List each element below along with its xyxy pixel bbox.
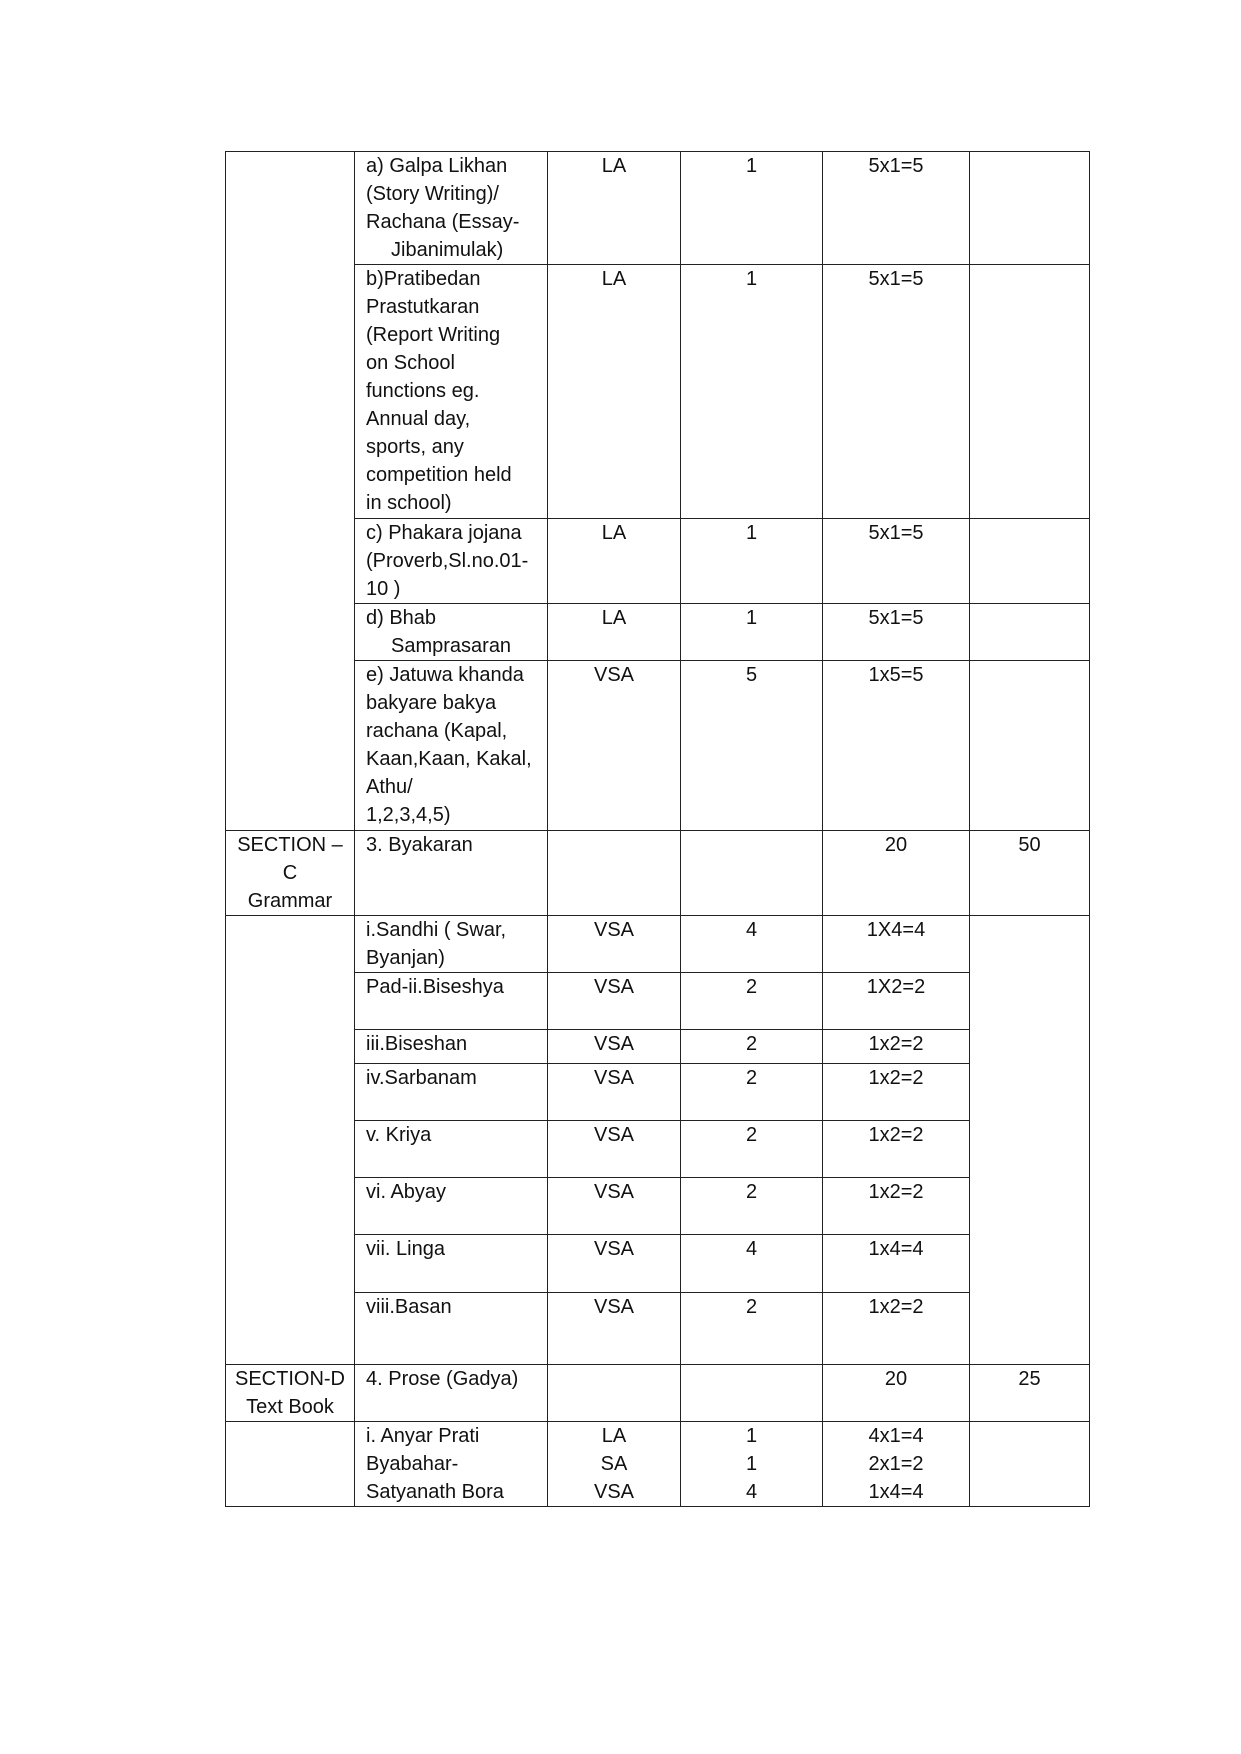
question-count-cell: 1 [681,152,823,265]
total-cell-empty [970,152,1090,265]
marks-cell: 1x5=5 [823,661,970,831]
question-type-cell: VSA [548,916,681,973]
table-row [226,265,1090,519]
question-type-cell [548,1422,681,1507]
question-count-cell-empty [681,831,823,916]
total-cell-empty [970,916,1090,1365]
topic-cell: vi. Abyay [355,1178,548,1235]
question-count-cell: 1 [681,519,823,604]
table-row [226,519,1090,604]
question-type-cell-empty [548,1365,681,1422]
question-type-cell: VSA [548,661,681,831]
marks-cell: 1X4=4 [823,916,970,973]
table-row [226,661,1090,831]
topic-cell [355,265,548,519]
table-row [226,1121,1090,1178]
topic-cell: Pad-ii.Biseshya [355,973,548,1030]
topic-cell: iv.Sarbanam [355,1064,548,1121]
table-row [226,1235,1090,1293]
section-cell-empty [226,152,355,831]
table-row [226,973,1090,1030]
topic-line: Annual day, [366,408,471,430]
question-type-cell-empty [548,831,681,916]
topic-line: i. Anyar Prati [366,1425,480,1447]
question-type-line: VSA [593,1481,635,1503]
topic-line: functions eg. [366,380,480,402]
question-type-cell: VSA [548,1064,681,1121]
question-count-cell: 2 [681,1178,823,1235]
marks-cell: 5x1=5 [823,604,970,661]
section-label-line: C [282,862,298,884]
question-type-line: LA [601,1425,627,1447]
section-c-periods: 50 [970,831,1090,916]
topic-line: Prastutkaran [366,296,480,318]
topic-cell [355,152,548,265]
question-paper-scheme-table [225,151,1090,1507]
topic-cell [355,604,548,661]
marks-cell: 1x2=2 [823,1064,970,1121]
question-count-cell [681,1422,823,1507]
topic-line: Byanjan) [366,947,445,969]
section-d-marks: 20 [823,1365,970,1422]
total-cell-empty [970,1422,1090,1507]
topic-line: c) Phakara jojana [366,522,522,544]
question-count-line: 1 [745,1425,758,1447]
topic-line: in school) [366,492,452,514]
table-row [226,604,1090,661]
total-cell-empty [970,265,1090,519]
total-cell-empty [970,519,1090,604]
topic-cell: vii. Linga [355,1235,548,1293]
section-c-row [226,831,1090,916]
question-type-cell: LA [548,604,681,661]
topic-line: bakyare bakya [366,692,497,714]
question-type-cell: VSA [548,973,681,1030]
question-type-cell: VSA [548,1293,681,1365]
topic-line: e) Jatuwa khanda [366,664,524,686]
total-cell-empty [970,661,1090,831]
topic-line: Athu/ [366,776,413,798]
topic-line: on School [366,352,455,374]
topic-line: Samprasaran [391,635,512,657]
topic-line: a) Galpa Likhan [366,155,508,177]
question-type-line: SA [600,1453,628,1475]
section-label-line: Grammar [247,890,333,912]
topic-line: b)Pratibedan [366,268,481,290]
table-row [226,152,1090,265]
table-row [226,1178,1090,1235]
marks-cell: 1X2=2 [823,973,970,1030]
question-type-cell: LA [548,152,681,265]
question-count-cell: 1 [681,604,823,661]
topic-line: (Report Writing [366,324,501,346]
question-type-cell: VSA [548,1121,681,1178]
section-label-line: Text Book [246,1396,334,1418]
question-count-cell: 2 [681,973,823,1030]
question-count-cell: 4 [681,1235,823,1293]
marks-cell: 1x2=2 [823,1030,970,1064]
question-type-cell: LA [548,265,681,519]
topic-line: competition held [366,464,512,486]
question-count-cell: 5 [681,661,823,831]
marks-line: 1x4=4 [868,1481,924,1503]
question-count-line: 1 [745,1453,758,1475]
question-count-cell-empty [681,1365,823,1422]
marks-line: 4x1=4 [868,1425,924,1447]
question-type-cell: VSA [548,1178,681,1235]
topic-line: d) Bhab [366,607,437,629]
marks-cell: 5x1=5 [823,519,970,604]
topic-line: Byabahar- [366,1453,459,1475]
topic-line: 1,2,3,4,5) [366,804,451,826]
topic-line: Jibanimulak) [391,239,504,261]
question-count-line: 4 [745,1481,758,1503]
topic-cell: viii.Basan [355,1293,548,1365]
topic-line: Satyanath Bora [366,1481,504,1503]
question-count-cell: 4 [681,916,823,973]
topic-cell [355,916,548,973]
section-c-topic: 3. Byakaran [355,831,548,916]
topic-line: sports, any [366,436,464,458]
topic-line: i.Sandhi ( Swar, [366,919,507,941]
question-count-cell: 2 [681,1064,823,1121]
table-row [226,1064,1090,1121]
table-row [226,1030,1090,1064]
topic-line: rachana (Kapal, [366,720,508,742]
question-count-cell: 2 [681,1293,823,1365]
section-cell-empty [226,916,355,1365]
section-label-line: SECTION-D [235,1368,345,1390]
question-count-cell: 2 [681,1030,823,1064]
topic-line: (Story Writing)/ [366,183,499,205]
section-d-topic: 4. Prose (Gadya) [355,1365,548,1422]
question-count-cell: 2 [681,1121,823,1178]
total-cell-empty [970,604,1090,661]
marks-cell: 1x2=2 [823,1178,970,1235]
topic-line: 10 ) [366,578,401,600]
topic-cell [355,661,548,831]
table-row [226,1293,1090,1365]
marks-cell [823,1422,970,1507]
question-type-cell: LA [548,519,681,604]
marks-cell: 5x1=5 [823,265,970,519]
marks-cell: 1x4=4 [823,1235,970,1293]
table-row [226,916,1090,973]
table-row [226,1422,1090,1507]
topic-cell: iii.Biseshan [355,1030,548,1064]
topic-line: (Proverb,Sl.no.01- [366,550,529,572]
section-cell-empty [226,1422,355,1507]
marks-line: 2x1=2 [868,1453,924,1475]
section-c-label [226,831,355,916]
topic-cell [355,1422,548,1507]
topic-cell [355,519,548,604]
section-d-row [226,1365,1090,1422]
question-type-cell: VSA [548,1030,681,1064]
marks-cell: 1x2=2 [823,1121,970,1178]
section-d-label [226,1365,355,1422]
section-c-marks: 20 [823,831,970,916]
marks-cell: 5x1=5 [823,152,970,265]
topic-line: Kaan,Kaan, Kakal, [366,748,532,770]
topic-cell: v. Kriya [355,1121,548,1178]
section-label-line: SECTION – [237,834,343,856]
question-type-cell: VSA [548,1235,681,1293]
section-d-periods: 25 [970,1365,1090,1422]
question-count-cell: 1 [681,265,823,519]
marks-cell: 1x2=2 [823,1293,970,1365]
topic-line: Rachana (Essay- [366,211,520,233]
